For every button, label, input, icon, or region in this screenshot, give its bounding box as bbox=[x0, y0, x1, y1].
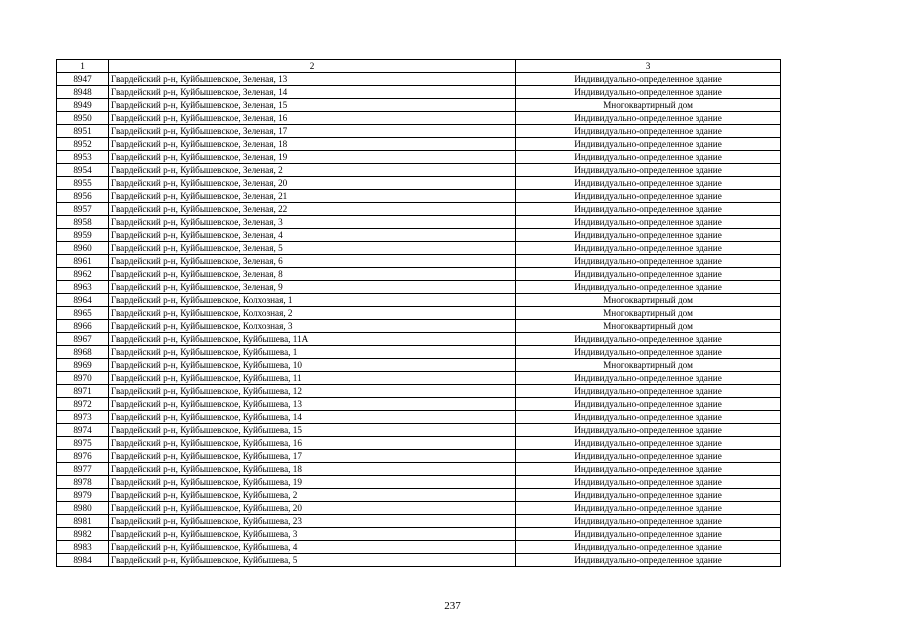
address-cell: Гвардейский р-н, Куйбышевское, Куйбышева, 12 bbox=[109, 385, 516, 398]
table-row bbox=[57, 86, 781, 99]
address-cell: Гвардейский р-н, Куйбышевское, Колхозная, 1 bbox=[109, 294, 516, 307]
address-cell: Гвардейский р-н, Куйбышевское, Куйбышева, 16 bbox=[109, 437, 516, 450]
table-row bbox=[57, 177, 781, 190]
address-cell: Гвардейский р-н, Куйбышевское, Куйбышева, 3 bbox=[109, 528, 516, 541]
table-row bbox=[57, 541, 781, 554]
row-number: 8971 bbox=[57, 385, 109, 398]
row-number: 8983 bbox=[57, 541, 109, 554]
object-type-cell: Индивидуально-определенное здание bbox=[516, 164, 781, 177]
address-cell: Гвардейский р-н, Куйбышевское, Куйбышева, 11 bbox=[109, 372, 516, 385]
row-number: 8984 bbox=[57, 554, 109, 567]
object-type-cell: Индивидуально-определенное здание bbox=[516, 151, 781, 164]
table-row bbox=[57, 333, 781, 346]
table-row bbox=[57, 502, 781, 515]
row-number: 8961 bbox=[57, 255, 109, 268]
object-type-cell: Многоквартирный дом bbox=[516, 320, 781, 333]
table-row bbox=[57, 99, 781, 112]
table-row bbox=[57, 268, 781, 281]
address-cell: Гвардейский р-н, Куйбышевское, Зеленая, 13 bbox=[109, 73, 516, 86]
table-row bbox=[57, 346, 781, 359]
row-number: 8955 bbox=[57, 177, 109, 190]
table-row bbox=[57, 411, 781, 424]
row-number: 8954 bbox=[57, 164, 109, 177]
table-row bbox=[57, 398, 781, 411]
address-cell: Гвардейский р-н, Куйбышевское, Зеленая, 5 bbox=[109, 242, 516, 255]
table-row bbox=[57, 450, 781, 463]
object-type-cell: Индивидуально-определенное здание bbox=[516, 411, 781, 424]
address-cell: Гвардейский р-н, Куйбышевское, Куйбышева, 1 bbox=[109, 346, 516, 359]
object-type-cell: Индивидуально-определенное здание bbox=[516, 190, 781, 203]
table-row bbox=[57, 112, 781, 125]
table-row bbox=[57, 216, 781, 229]
address-cell: Гвардейский р-н, Куйбышевское, Колхозная, 2 bbox=[109, 307, 516, 320]
table-header-row bbox=[57, 60, 781, 73]
address-cell: Гвардейский р-н, Куйбышевское, Зеленая, 6 bbox=[109, 255, 516, 268]
object-type-cell: Многоквартирный дом bbox=[516, 359, 781, 372]
address-table bbox=[56, 59, 781, 567]
table-row bbox=[57, 255, 781, 268]
column-header-1: 1 bbox=[57, 60, 109, 73]
address-cell: Гвардейский р-н, Куйбышевское, Куйбышева, 14 bbox=[109, 411, 516, 424]
table-row bbox=[57, 242, 781, 255]
object-type-cell: Индивидуально-определенное здание bbox=[516, 125, 781, 138]
row-number: 8976 bbox=[57, 450, 109, 463]
address-cell: Гвардейский р-н, Куйбышевское, Зеленая, 15 bbox=[109, 99, 516, 112]
row-number: 8980 bbox=[57, 502, 109, 515]
object-type-cell: Индивидуально-определенное здание bbox=[516, 216, 781, 229]
table-row bbox=[57, 164, 781, 177]
row-number: 8973 bbox=[57, 411, 109, 424]
table-row bbox=[57, 125, 781, 138]
address-cell: Гвардейский р-н, Куйбышевское, Зеленая, 21 bbox=[109, 190, 516, 203]
table-row bbox=[57, 294, 781, 307]
object-type-cell: Индивидуально-определенное здание bbox=[516, 541, 781, 554]
address-cell: Гвардейский р-н, Куйбышевское, Зеленая, 9 bbox=[109, 281, 516, 294]
address-cell: Гвардейский р-н, Куйбышевское, Зеленая, 22 bbox=[109, 203, 516, 216]
table-row bbox=[57, 190, 781, 203]
object-type-cell: Индивидуально-определенное здание bbox=[516, 255, 781, 268]
object-type-cell: Индивидуально-определенное здание bbox=[516, 476, 781, 489]
object-type-cell: Индивидуально-определенное здание bbox=[516, 281, 781, 294]
object-type-cell: Индивидуально-определенное здание bbox=[516, 268, 781, 281]
table-row bbox=[57, 489, 781, 502]
object-type-cell: Индивидуально-определенное здание bbox=[516, 424, 781, 437]
object-type-cell: Индивидуально-определенное здание bbox=[516, 177, 781, 190]
table-row bbox=[57, 281, 781, 294]
table-row bbox=[57, 528, 781, 541]
table-row bbox=[57, 424, 781, 437]
address-cell: Гвардейский р-н, Куйбышевское, Зеленая, 19 bbox=[109, 151, 516, 164]
row-number: 8960 bbox=[57, 242, 109, 255]
table-row bbox=[57, 476, 781, 489]
object-type-cell: Индивидуально-определенное здание bbox=[516, 398, 781, 411]
address-cell: Гвардейский р-н, Куйбышевское, Куйбышева, 15 bbox=[109, 424, 516, 437]
object-type-cell: Индивидуально-определенное здание bbox=[516, 203, 781, 216]
object-type-cell: Многоквартирный дом bbox=[516, 99, 781, 112]
row-number: 8975 bbox=[57, 437, 109, 450]
table-body bbox=[57, 60, 781, 567]
table-row bbox=[57, 203, 781, 216]
object-type-cell: Индивидуально-определенное здание bbox=[516, 112, 781, 125]
table-row bbox=[57, 515, 781, 528]
address-cell: Гвардейский р-н, Куйбышевское, Зеленая, 3 bbox=[109, 216, 516, 229]
row-number: 8982 bbox=[57, 528, 109, 541]
row-number: 8970 bbox=[57, 372, 109, 385]
object-type-cell: Индивидуально-определенное здание bbox=[516, 554, 781, 567]
table-row bbox=[57, 359, 781, 372]
address-cell: Гвардейский р-н, Куйбышевское, Зеленая, 8 bbox=[109, 268, 516, 281]
table-row bbox=[57, 229, 781, 242]
address-cell: Гвардейский р-н, Куйбышевское, Куйбышева, 20 bbox=[109, 502, 516, 515]
row-number: 8968 bbox=[57, 346, 109, 359]
address-cell: Гвардейский р-н, Куйбышевское, Зеленая, 2 bbox=[109, 164, 516, 177]
row-number: 8953 bbox=[57, 151, 109, 164]
address-cell: Гвардейский р-н, Куйбышевское, Куйбышева, 13 bbox=[109, 398, 516, 411]
column-header-3: 3 bbox=[516, 60, 781, 73]
address-cell: Гвардейский р-н, Куйбышевское, Куйбышева, 23 bbox=[109, 515, 516, 528]
row-number: 8972 bbox=[57, 398, 109, 411]
object-type-cell: Индивидуально-определенное здание bbox=[516, 463, 781, 476]
address-cell: Гвардейский р-н, Куйбышевское, Куйбышева, 18 bbox=[109, 463, 516, 476]
table-row bbox=[57, 463, 781, 476]
row-number: 8965 bbox=[57, 307, 109, 320]
row-number: 8951 bbox=[57, 125, 109, 138]
row-number: 8977 bbox=[57, 463, 109, 476]
address-cell: Гвардейский р-н, Куйбышевское, Зеленая, 17 bbox=[109, 125, 516, 138]
address-cell: Гвардейский р-н, Куйбышевское, Куйбышева, 2 bbox=[109, 489, 516, 502]
page-number: 237 bbox=[444, 600, 461, 612]
row-number: 8948 bbox=[57, 86, 109, 99]
object-type-cell: Индивидуально-определенное здание bbox=[516, 242, 781, 255]
row-number: 8964 bbox=[57, 294, 109, 307]
address-cell: Гвардейский р-н, Куйбышевское, Куйбышева, 19 bbox=[109, 476, 516, 489]
row-number: 8956 bbox=[57, 190, 109, 203]
table-row bbox=[57, 385, 781, 398]
row-number: 8958 bbox=[57, 216, 109, 229]
address-cell: Гвардейский р-н, Куйбышевское, Куйбышева, 5 bbox=[109, 554, 516, 567]
row-number: 8979 bbox=[57, 489, 109, 502]
row-number: 8962 bbox=[57, 268, 109, 281]
row-number: 8950 bbox=[57, 112, 109, 125]
object-type-cell: Индивидуально-определенное здание bbox=[516, 333, 781, 346]
row-number: 8969 bbox=[57, 359, 109, 372]
address-cell: Гвардейский р-н, Куйбышевское, Зеленая, 14 bbox=[109, 86, 516, 99]
object-type-cell: Многоквартирный дом bbox=[516, 307, 781, 320]
object-type-cell: Индивидуально-определенное здание bbox=[516, 138, 781, 151]
address-cell: Гвардейский р-н, Куйбышевское, Куйбышева, 10 bbox=[109, 359, 516, 372]
object-type-cell: Индивидуально-определенное здание bbox=[516, 73, 781, 86]
object-type-cell: Индивидуально-определенное здание bbox=[516, 372, 781, 385]
object-type-cell: Индивидуально-определенное здание bbox=[516, 346, 781, 359]
object-type-cell: Индивидуально-определенное здание bbox=[516, 502, 781, 515]
row-number: 8974 bbox=[57, 424, 109, 437]
object-type-cell: Индивидуально-определенное здание bbox=[516, 450, 781, 463]
object-type-cell: Индивидуально-определенное здание bbox=[516, 528, 781, 541]
row-number: 8966 bbox=[57, 320, 109, 333]
row-number: 8959 bbox=[57, 229, 109, 242]
row-number: 8981 bbox=[57, 515, 109, 528]
object-type-cell: Индивидуально-определенное здание bbox=[516, 86, 781, 99]
object-type-cell: Индивидуально-определенное здание bbox=[516, 437, 781, 450]
object-type-cell: Индивидуально-определенное здание bbox=[516, 489, 781, 502]
object-type-cell: Индивидуально-определенное здание bbox=[516, 229, 781, 242]
row-number: 8963 bbox=[57, 281, 109, 294]
table-row bbox=[57, 320, 781, 333]
address-cell: Гвардейский р-н, Куйбышевское, Зеленая, 4 bbox=[109, 229, 516, 242]
row-number: 8949 bbox=[57, 99, 109, 112]
object-type-cell: Многоквартирный дом bbox=[516, 294, 781, 307]
table-row bbox=[57, 372, 781, 385]
table-row bbox=[57, 73, 781, 86]
table-row bbox=[57, 554, 781, 567]
address-cell: Гвардейский р-н, Куйбышевское, Зеленая, 16 bbox=[109, 112, 516, 125]
address-cell: Гвардейский р-н, Куйбышевское, Зеленая, 20 bbox=[109, 177, 516, 190]
row-number: 8967 bbox=[57, 333, 109, 346]
row-number: 8947 bbox=[57, 73, 109, 86]
address-cell: Гвардейский р-н, Куйбышевское, Колхозная, 3 bbox=[109, 320, 516, 333]
table-row bbox=[57, 437, 781, 450]
address-cell: Гвардейский р-н, Куйбышевское, Куйбышева, 11А bbox=[109, 333, 516, 346]
address-cell: Гвардейский р-н, Куйбышевское, Зеленая, 18 bbox=[109, 138, 516, 151]
row-number: 8957 bbox=[57, 203, 109, 216]
object-type-cell: Индивидуально-определенное здание bbox=[516, 515, 781, 528]
table-row bbox=[57, 307, 781, 320]
table-row bbox=[57, 151, 781, 164]
row-number: 8952 bbox=[57, 138, 109, 151]
column-header-2: 2 bbox=[109, 60, 516, 73]
address-cell: Гвардейский р-н, Куйбышевское, Куйбышева, 4 bbox=[109, 541, 516, 554]
object-type-cell: Индивидуально-определенное здание bbox=[516, 385, 781, 398]
address-cell: Гвардейский р-н, Куйбышевское, Куйбышева, 17 bbox=[109, 450, 516, 463]
table-row bbox=[57, 138, 781, 151]
row-number: 8978 bbox=[57, 476, 109, 489]
